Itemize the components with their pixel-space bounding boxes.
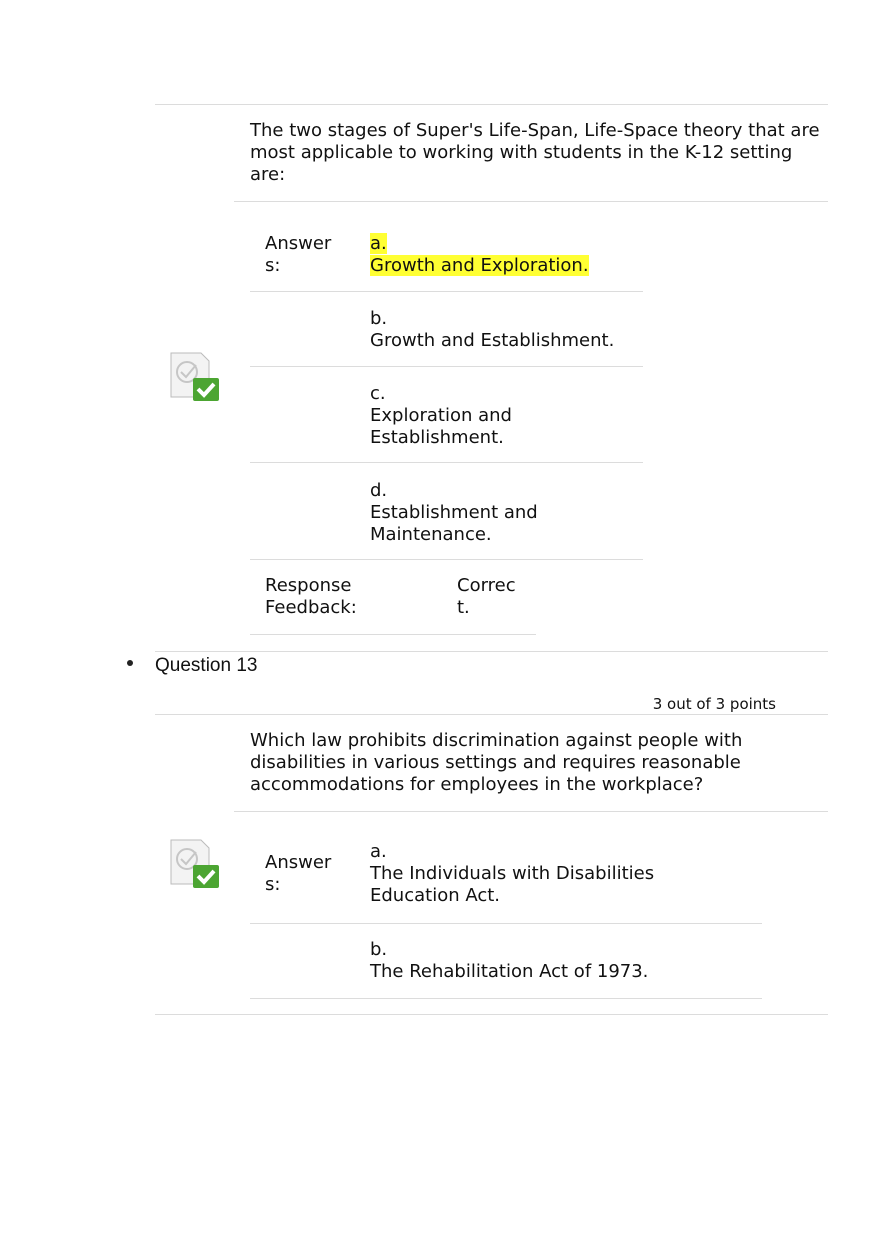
divider xyxy=(250,559,643,560)
divider xyxy=(155,714,828,715)
divider xyxy=(234,811,828,812)
divider xyxy=(250,291,643,292)
option-letter: d. xyxy=(370,480,388,501)
answers-label: Answers: xyxy=(265,852,332,895)
option-text: The Individuals with Disabilities Education Act. xyxy=(370,863,655,906)
divider xyxy=(234,201,828,202)
divider xyxy=(155,1014,828,1015)
answer-option-a xyxy=(370,841,680,907)
divider xyxy=(155,651,828,652)
option-letter: a. xyxy=(370,233,387,254)
points-score: 3 out of 3 points xyxy=(652,695,776,713)
option-letter: c. xyxy=(370,383,386,404)
option-text: Growth and Exploration. xyxy=(370,255,589,276)
answer-option-b xyxy=(370,939,648,983)
question-text: Which law prohibits discrimination against people with disabilities in various settings and requires reasonable accommodations for employees in the workplace? xyxy=(250,730,743,795)
question-title: Question 13 xyxy=(155,655,258,676)
option-letter: b. xyxy=(370,308,388,329)
divider xyxy=(250,366,643,367)
divider xyxy=(250,998,762,999)
divider xyxy=(250,634,536,635)
option-text: Growth and Establishment. xyxy=(370,330,615,351)
correct-check-icon xyxy=(169,350,221,402)
correct-check-icon xyxy=(169,837,221,889)
bullet xyxy=(127,660,133,666)
answer-option-d xyxy=(370,480,560,546)
divider xyxy=(155,104,828,105)
option-text: The Rehabilitation Act of 1973. xyxy=(370,961,649,982)
option-letter: b. xyxy=(370,939,388,960)
response-feedback: Correct. xyxy=(457,575,516,618)
answer-option-a xyxy=(370,233,589,277)
option-text: Establishment and Maintenance. xyxy=(370,502,538,545)
option-text: Exploration and Establishment. xyxy=(370,405,512,448)
divider xyxy=(250,462,643,463)
divider xyxy=(250,923,762,924)
option-letter: a. xyxy=(370,841,387,862)
question-text: The two stages of Super's Life-Span, Life-Space theory that are most applicable to working with students in the K-12 setting are: xyxy=(250,120,820,185)
answer-option-c xyxy=(370,383,550,449)
answers-label: Answers: xyxy=(265,233,332,276)
response-feedback-label: Response Feedback: xyxy=(265,575,357,618)
answer-option-b xyxy=(370,308,614,352)
